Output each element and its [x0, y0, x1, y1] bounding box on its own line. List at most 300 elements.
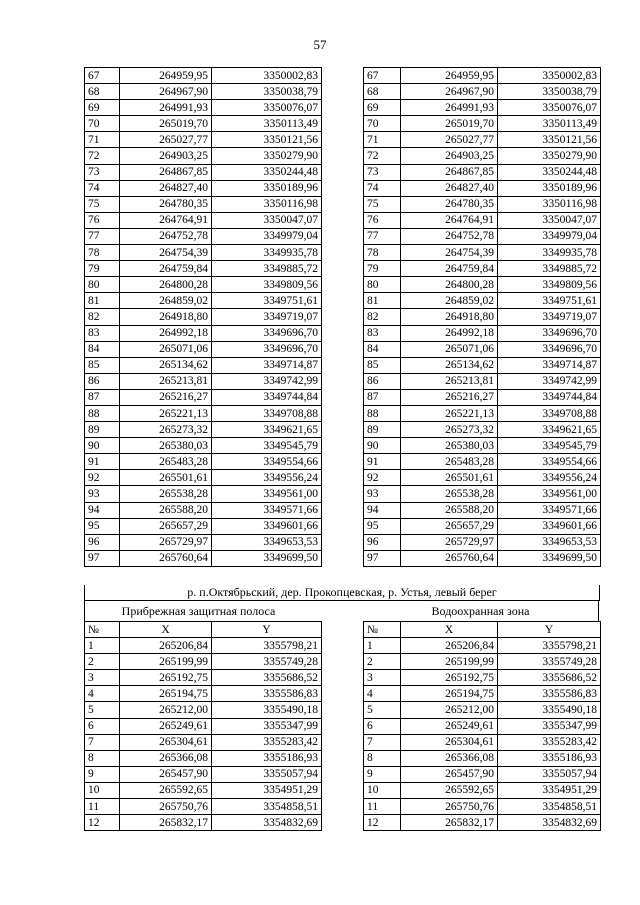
table-row	[85, 766, 322, 782]
point-number-cell: 74	[364, 180, 401, 196]
point-number-cell: 81	[364, 293, 401, 309]
table-header-row	[364, 622, 601, 638]
y-coordinate-cell: 3349979,04	[212, 228, 322, 244]
y-coordinate-cell: 3350279,90	[212, 148, 322, 164]
x-coordinate-cell: 265027,77	[120, 132, 212, 148]
y-coordinate-cell: 3349601,66	[212, 518, 322, 534]
table-row	[85, 357, 322, 373]
x-coordinate-cell: 265760,64	[401, 550, 498, 566]
y-coordinate-cell: 3349554,66	[212, 454, 322, 470]
y-coordinate-cell: 3349653,53	[212, 534, 322, 550]
point-number-cell: 12	[85, 815, 120, 831]
table-row	[364, 470, 601, 486]
y-coordinate-cell: 3350047,07	[498, 212, 601, 228]
table-row	[364, 132, 601, 148]
table-row	[85, 470, 322, 486]
table-row	[364, 212, 601, 228]
y-coordinate-cell: 3349621,65	[212, 422, 322, 438]
table-row	[85, 164, 322, 180]
section-title: р. п.Октябрьский, дер. Прокопцевская, р. Устья, левый берег	[84, 585, 600, 601]
table-row	[364, 750, 601, 766]
table-row	[364, 84, 601, 100]
table-header-row	[85, 622, 322, 638]
y-coordinate-cell: 3349545,79	[212, 438, 322, 454]
coastal-strip-title: Прибрежная защитная полоса	[84, 601, 312, 621]
x-coordinate-cell: 265221,13	[401, 405, 498, 421]
table-row	[85, 293, 322, 309]
y-coordinate-cell: 3354832,69	[212, 815, 322, 831]
point-number-cell: 80	[85, 277, 120, 293]
y-coordinate-cell: 3349696,70	[498, 325, 601, 341]
y-coordinate-cell: 3355283,42	[498, 734, 601, 750]
y-coordinate-cell: 3349699,50	[212, 550, 322, 566]
y-coordinate-cell: 3350113,49	[498, 116, 601, 132]
x-coordinate-cell: 265206,84	[120, 638, 212, 654]
table-row	[364, 68, 601, 84]
table-row	[364, 341, 601, 357]
x-coordinate-cell: 264867,85	[401, 164, 498, 180]
table-row	[85, 405, 322, 421]
table-row	[364, 502, 601, 518]
y-coordinate-cell: 3355283,42	[212, 734, 322, 750]
x-coordinate-cell: 265212,00	[120, 702, 212, 718]
point-number-cell: 70	[85, 116, 120, 132]
x-coordinate-cell: 265729,97	[120, 534, 212, 550]
x-coordinate-cell: 265194,75	[120, 686, 212, 702]
x-coordinate-cell: 264967,90	[401, 84, 498, 100]
point-number-cell: 72	[364, 148, 401, 164]
y-coordinate-cell: 3355798,21	[498, 638, 601, 654]
y-coordinate-cell: 3355490,18	[498, 702, 601, 718]
point-number-cell: 80	[364, 277, 401, 293]
x-coordinate-cell: 264859,02	[401, 293, 498, 309]
x-coordinate-cell: 264764,91	[120, 212, 212, 228]
x-coordinate-cell: 264867,85	[120, 164, 212, 180]
y-coordinate-cell: 3350121,56	[498, 132, 601, 148]
point-number-cell: 87	[364, 389, 401, 405]
point-number-cell: 78	[85, 245, 120, 261]
y-coordinate-cell: 3349621,65	[498, 422, 601, 438]
x-coordinate-cell: 265380,03	[120, 438, 212, 454]
point-number-cell: 82	[364, 309, 401, 325]
table-row	[85, 341, 322, 357]
table-row	[364, 486, 601, 502]
x-coordinate-cell: 265221,13	[120, 405, 212, 421]
point-number-cell: 86	[364, 373, 401, 389]
table-row	[85, 228, 322, 244]
y-coordinate-cell: 3349545,79	[498, 438, 601, 454]
point-number-cell: 77	[85, 228, 120, 244]
y-coordinate-cell: 3349979,04	[498, 228, 601, 244]
table-row	[85, 389, 322, 405]
x-coordinate-cell: 265588,20	[401, 502, 498, 518]
x-coordinate-cell: 265380,03	[401, 438, 498, 454]
table-row	[85, 212, 322, 228]
table-row	[85, 277, 322, 293]
y-coordinate-cell: 3350113,49	[212, 116, 322, 132]
point-number-cell: 68	[85, 84, 120, 100]
y-coordinate-cell: 3354858,51	[498, 799, 601, 815]
y-coordinate-cell: 3350279,90	[498, 148, 601, 164]
x-coordinate-cell: 264991,93	[120, 100, 212, 116]
point-number-cell: 73	[364, 164, 401, 180]
y-coordinate-cell: 3350189,96	[498, 180, 601, 196]
point-number-cell: 10	[364, 782, 401, 798]
x-coordinate-cell: 264991,93	[401, 100, 498, 116]
point-number-cell: 95	[364, 518, 401, 534]
x-coordinate-cell: 265216,27	[120, 389, 212, 405]
header-cell: Y	[212, 622, 322, 638]
x-coordinate-cell: 264918,80	[120, 309, 212, 325]
table-row	[85, 686, 322, 702]
point-number-cell: 1	[364, 638, 401, 654]
point-number-cell: 68	[364, 84, 401, 100]
point-number-cell: 97	[85, 550, 120, 566]
table-row	[85, 702, 322, 718]
x-coordinate-cell: 265213,81	[120, 373, 212, 389]
x-coordinate-cell: 265760,64	[120, 550, 212, 566]
point-number-cell: 4	[85, 686, 120, 702]
table-row	[85, 534, 322, 550]
table-row	[364, 422, 601, 438]
table-row	[85, 100, 322, 116]
point-number-cell: 4	[364, 686, 401, 702]
table-row	[85, 309, 322, 325]
y-coordinate-cell: 3350076,07	[212, 100, 322, 116]
y-coordinate-cell: 3349742,99	[498, 373, 601, 389]
point-number-cell: 96	[85, 534, 120, 550]
point-number-cell: 79	[85, 261, 120, 277]
x-coordinate-cell: 265019,70	[401, 116, 498, 132]
point-number-cell: 76	[364, 212, 401, 228]
point-number-cell: 9	[85, 766, 120, 782]
table-row	[364, 309, 601, 325]
x-coordinate-cell: 264903,25	[120, 148, 212, 164]
table-row	[85, 148, 322, 164]
y-coordinate-cell: 3349571,66	[212, 502, 322, 518]
point-number-cell: 6	[85, 718, 120, 734]
header-cell: X	[401, 622, 498, 638]
point-number-cell: 3	[364, 670, 401, 686]
y-coordinate-cell: 3349554,66	[498, 454, 601, 470]
y-coordinate-cell: 3355186,93	[498, 750, 601, 766]
y-coordinate-cell: 3350038,79	[212, 84, 322, 100]
point-number-cell: 79	[364, 261, 401, 277]
point-number-cell: 81	[85, 293, 120, 309]
point-number-cell: 92	[364, 470, 401, 486]
x-coordinate-cell: 264780,35	[120, 196, 212, 212]
table-row	[85, 84, 322, 100]
point-number-cell: 2	[364, 654, 401, 670]
table-row	[364, 438, 601, 454]
point-number-cell: 97	[364, 550, 401, 566]
x-coordinate-cell: 264780,35	[401, 196, 498, 212]
x-coordinate-cell: 265027,77	[401, 132, 498, 148]
x-coordinate-cell: 265273,32	[401, 422, 498, 438]
point-number-cell: 77	[364, 228, 401, 244]
table-row	[85, 815, 322, 831]
table-row	[85, 670, 322, 686]
x-coordinate-cell: 264859,02	[120, 293, 212, 309]
x-coordinate-cell: 265457,90	[120, 766, 212, 782]
y-coordinate-cell: 3354951,29	[498, 782, 601, 798]
table-row	[85, 799, 322, 815]
point-number-cell: 90	[85, 438, 120, 454]
point-number-cell: 71	[85, 132, 120, 148]
point-number-cell: 69	[85, 100, 120, 116]
header-cell: №	[364, 622, 401, 638]
table-row	[85, 638, 322, 654]
table-row	[85, 550, 322, 566]
table-row	[85, 373, 322, 389]
y-coordinate-cell: 3350002,83	[498, 68, 601, 84]
point-number-cell: 76	[85, 212, 120, 228]
x-coordinate-cell: 265729,97	[401, 534, 498, 550]
point-number-cell: 7	[364, 734, 401, 750]
point-number-cell: 9	[364, 766, 401, 782]
table-row	[364, 261, 601, 277]
y-coordinate-cell: 3349561,00	[212, 486, 322, 502]
y-coordinate-cell: 3349556,24	[212, 470, 322, 486]
point-number-cell: 5	[85, 702, 120, 718]
y-coordinate-cell: 3349714,87	[212, 357, 322, 373]
y-coordinate-cell: 3349809,56	[212, 277, 322, 293]
x-coordinate-cell: 264764,91	[401, 212, 498, 228]
x-coordinate-cell: 265304,61	[120, 734, 212, 750]
x-coordinate-cell: 264754,39	[401, 245, 498, 261]
x-coordinate-cell: 265750,76	[401, 799, 498, 815]
x-coordinate-cell: 265304,61	[401, 734, 498, 750]
x-coordinate-cell: 264918,80	[401, 309, 498, 325]
x-coordinate-cell: 264992,18	[120, 325, 212, 341]
point-number-cell: 94	[85, 502, 120, 518]
y-coordinate-cell: 3349935,78	[498, 245, 601, 261]
x-coordinate-cell: 265832,17	[120, 815, 212, 831]
y-coordinate-cell: 3349935,78	[212, 245, 322, 261]
x-coordinate-cell: 265212,00	[401, 702, 498, 718]
point-number-cell: 12	[364, 815, 401, 831]
y-coordinate-cell: 3349751,61	[212, 293, 322, 309]
point-number-cell: 74	[85, 180, 120, 196]
x-coordinate-cell: 265538,28	[401, 486, 498, 502]
x-coordinate-cell: 265750,76	[120, 799, 212, 815]
point-number-cell: 94	[364, 502, 401, 518]
x-coordinate-cell: 265249,61	[401, 718, 498, 734]
point-number-cell: 89	[85, 422, 120, 438]
table-row	[364, 148, 601, 164]
x-coordinate-cell: 265457,90	[401, 766, 498, 782]
point-number-cell: 91	[364, 454, 401, 470]
y-coordinate-cell: 3355347,99	[212, 718, 322, 734]
coordinates-table-right	[363, 67, 601, 567]
table-row	[85, 782, 322, 798]
x-coordinate-cell: 265592,65	[120, 782, 212, 798]
x-coordinate-cell: 264903,25	[401, 148, 498, 164]
table-row	[364, 100, 601, 116]
point-number-cell: 71	[364, 132, 401, 148]
table-row	[364, 277, 601, 293]
table-row	[85, 518, 322, 534]
point-number-cell: 91	[85, 454, 120, 470]
x-coordinate-cell: 265273,32	[120, 422, 212, 438]
y-coordinate-cell: 3349719,07	[498, 309, 601, 325]
y-coordinate-cell: 3355057,94	[498, 766, 601, 782]
table-row	[85, 132, 322, 148]
table-row	[85, 325, 322, 341]
y-coordinate-cell: 3349744,84	[498, 389, 601, 405]
x-coordinate-cell: 265071,06	[120, 341, 212, 357]
y-coordinate-cell: 3354858,51	[212, 799, 322, 815]
table-row	[364, 734, 601, 750]
y-coordinate-cell: 3349696,70	[212, 325, 322, 341]
x-coordinate-cell: 265071,06	[401, 341, 498, 357]
y-coordinate-cell: 3355347,99	[498, 718, 601, 734]
table-row	[364, 799, 601, 815]
x-coordinate-cell: 265501,61	[401, 470, 498, 486]
y-coordinate-cell: 3355686,52	[212, 670, 322, 686]
point-number-cell: 73	[85, 164, 120, 180]
y-coordinate-cell: 3350047,07	[212, 212, 322, 228]
point-number-cell: 11	[364, 799, 401, 815]
x-coordinate-cell: 265192,75	[120, 670, 212, 686]
header-cell: №	[85, 622, 120, 638]
table-row	[364, 782, 601, 798]
header-cell: X	[120, 622, 212, 638]
point-number-cell: 83	[85, 325, 120, 341]
table-row	[364, 405, 601, 421]
x-coordinate-cell: 264992,18	[401, 325, 498, 341]
point-number-cell: 88	[364, 405, 401, 421]
point-number-cell: 89	[364, 422, 401, 438]
point-number-cell: 78	[364, 245, 401, 261]
table-row	[364, 718, 601, 734]
y-coordinate-cell: 3349714,87	[498, 357, 601, 373]
table-row	[364, 534, 601, 550]
y-coordinate-cell: 3355490,18	[212, 702, 322, 718]
point-number-cell: 11	[85, 799, 120, 815]
table-row	[85, 261, 322, 277]
y-coordinate-cell: 3355749,28	[498, 654, 601, 670]
y-coordinate-cell: 3350121,56	[212, 132, 322, 148]
y-coordinate-cell: 3349653,53	[498, 534, 601, 550]
x-coordinate-cell: 265134,62	[401, 357, 498, 373]
y-coordinate-cell: 3349571,66	[498, 502, 601, 518]
x-coordinate-cell: 265366,08	[401, 750, 498, 766]
water-protection-zone-table	[363, 621, 601, 831]
x-coordinate-cell: 265538,28	[120, 486, 212, 502]
x-coordinate-cell: 264967,90	[120, 84, 212, 100]
point-number-cell: 93	[364, 486, 401, 502]
y-coordinate-cell: 3349744,84	[212, 389, 322, 405]
table-row	[85, 68, 322, 84]
y-coordinate-cell: 3349696,70	[212, 341, 322, 357]
table-row	[364, 766, 601, 782]
x-coordinate-cell: 265657,29	[120, 518, 212, 534]
point-number-cell: 10	[85, 782, 120, 798]
point-number-cell: 6	[364, 718, 401, 734]
page-number: 57	[313, 37, 327, 52]
table-row	[364, 454, 601, 470]
point-number-cell: 67	[364, 68, 401, 84]
point-number-cell: 1	[85, 638, 120, 654]
point-number-cell: 93	[85, 486, 120, 502]
point-number-cell: 88	[85, 405, 120, 421]
table-row	[85, 750, 322, 766]
point-number-cell: 95	[85, 518, 120, 534]
point-number-cell: 7	[85, 734, 120, 750]
x-coordinate-cell: 265657,29	[401, 518, 498, 534]
point-number-cell: 70	[364, 116, 401, 132]
x-coordinate-cell: 264959,95	[401, 68, 498, 84]
y-coordinate-cell: 3355586,83	[498, 686, 601, 702]
table-row	[85, 486, 322, 502]
y-coordinate-cell: 3349556,24	[498, 470, 601, 486]
table-row	[364, 389, 601, 405]
y-coordinate-cell: 3350244,48	[498, 164, 601, 180]
table-row	[364, 325, 601, 341]
table-row	[364, 196, 601, 212]
point-number-cell: 84	[364, 341, 401, 357]
x-coordinate-cell: 264827,40	[120, 180, 212, 196]
point-number-cell: 83	[364, 325, 401, 341]
y-coordinate-cell: 3350116,98	[212, 196, 322, 212]
y-coordinate-cell: 3349751,61	[498, 293, 601, 309]
x-coordinate-cell: 264752,78	[120, 228, 212, 244]
table-row	[364, 357, 601, 373]
x-coordinate-cell: 265213,81	[401, 373, 498, 389]
table-row	[364, 815, 601, 831]
y-coordinate-cell: 3355686,52	[498, 670, 601, 686]
table-row	[85, 454, 322, 470]
y-coordinate-cell: 3349809,56	[498, 277, 601, 293]
y-coordinate-cell: 3350002,83	[212, 68, 322, 84]
point-number-cell: 69	[364, 100, 401, 116]
x-coordinate-cell: 265134,62	[120, 357, 212, 373]
y-coordinate-cell: 3350038,79	[498, 84, 601, 100]
point-number-cell: 85	[85, 357, 120, 373]
y-coordinate-cell: 3349885,72	[498, 261, 601, 277]
y-coordinate-cell: 3349699,50	[498, 550, 601, 566]
point-number-cell: 87	[85, 389, 120, 405]
point-number-cell: 72	[85, 148, 120, 164]
x-coordinate-cell: 265592,65	[401, 782, 498, 798]
y-coordinate-cell: 3355798,21	[212, 638, 322, 654]
point-number-cell: 85	[364, 357, 401, 373]
table-row	[85, 734, 322, 750]
table-row	[85, 116, 322, 132]
point-number-cell: 8	[85, 750, 120, 766]
table-row	[85, 718, 322, 734]
point-number-cell: 67	[85, 68, 120, 84]
table-row	[364, 228, 601, 244]
x-coordinate-cell: 264800,28	[401, 277, 498, 293]
x-coordinate-cell: 265199,99	[401, 654, 498, 670]
table-row	[85, 196, 322, 212]
x-coordinate-cell: 264800,28	[120, 277, 212, 293]
x-coordinate-cell: 265483,28	[401, 454, 498, 470]
x-coordinate-cell: 265199,99	[120, 654, 212, 670]
x-coordinate-cell: 264754,39	[120, 245, 212, 261]
y-coordinate-cell: 3350189,96	[212, 180, 322, 196]
y-coordinate-cell: 3355749,28	[212, 654, 322, 670]
coordinates-table-left	[84, 67, 322, 567]
y-coordinate-cell: 3349708,88	[212, 405, 322, 421]
y-coordinate-cell: 3354951,29	[212, 782, 322, 798]
table-row	[364, 180, 601, 196]
x-coordinate-cell: 264759,84	[401, 261, 498, 277]
y-coordinate-cell: 3349885,72	[212, 261, 322, 277]
table-row	[85, 438, 322, 454]
